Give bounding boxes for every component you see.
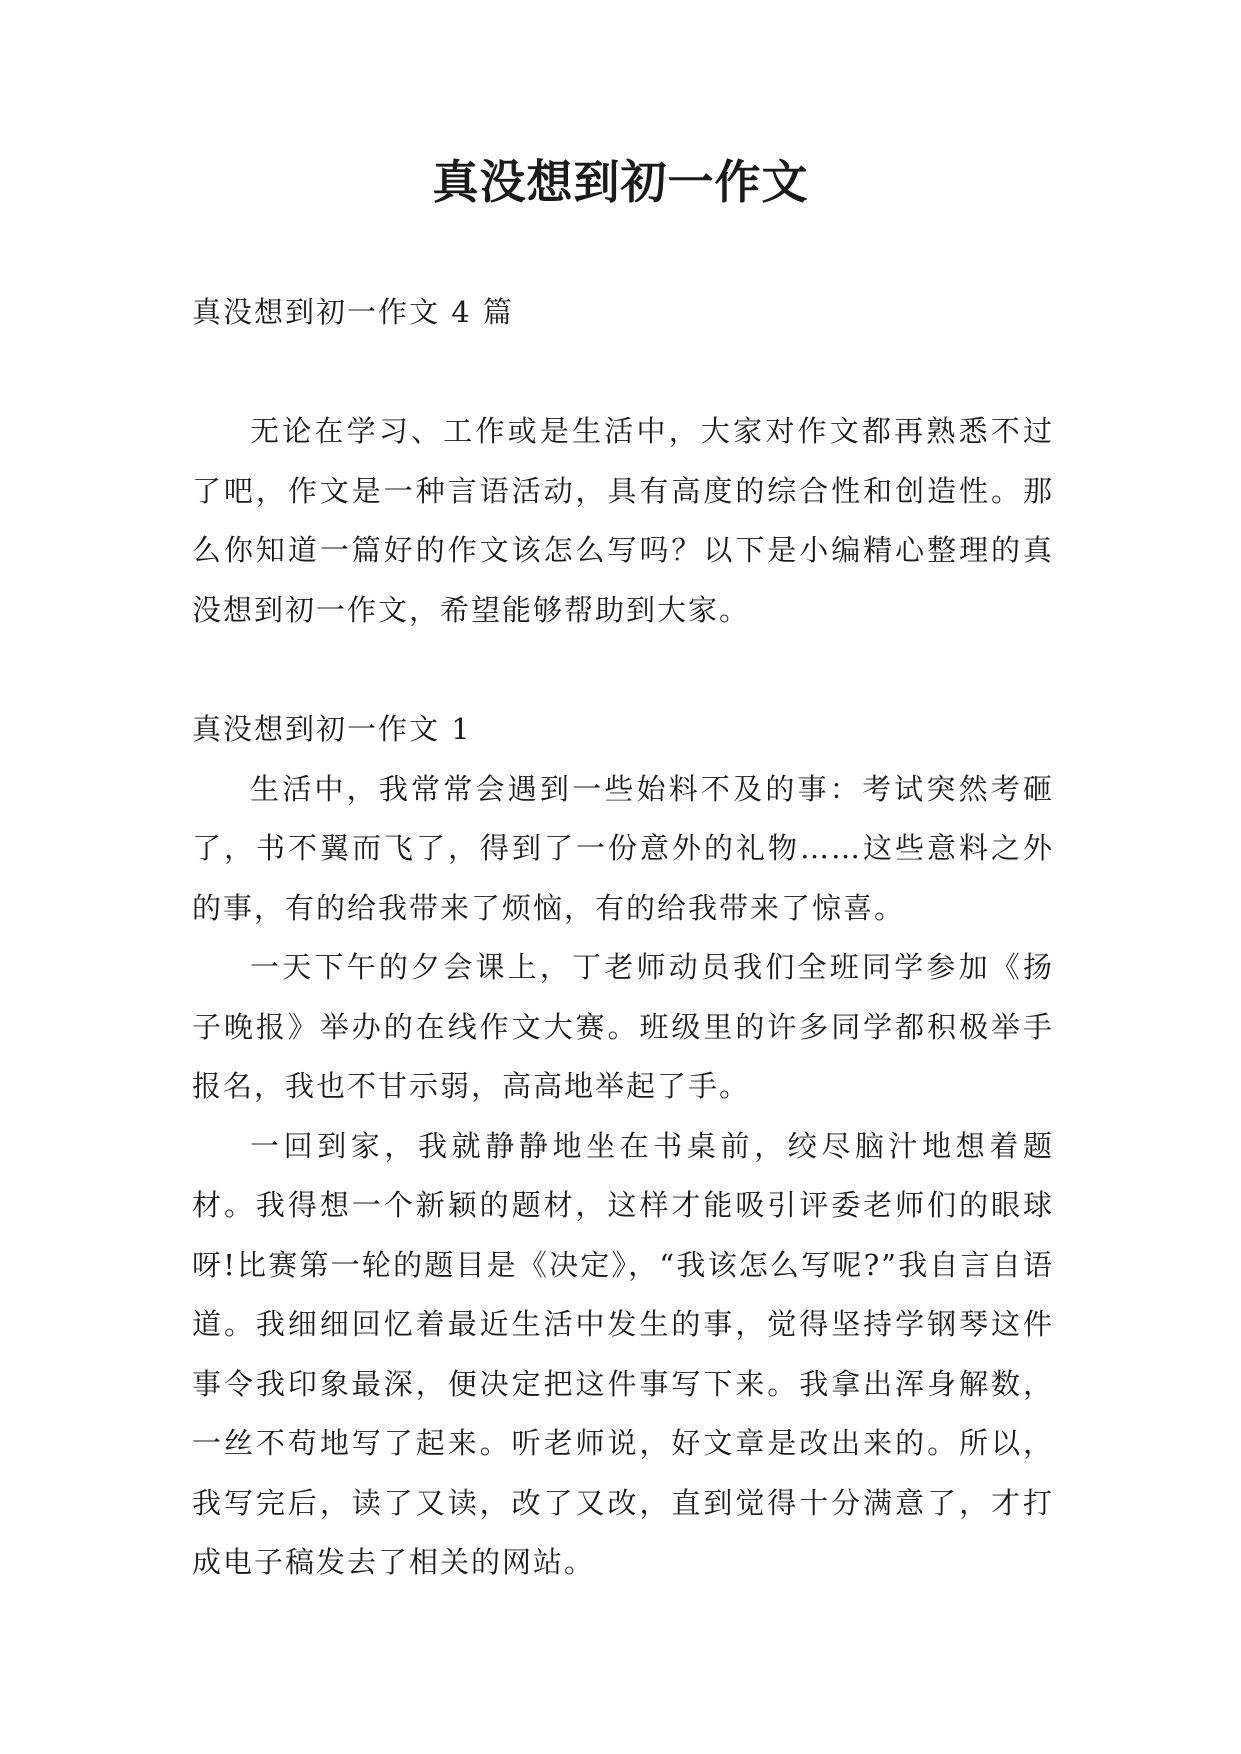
essay-paragraph: 一天下午的夕会课上，丁老师动员我们全班同学参加《扬子晚报》举办的在线作文大赛。班级里的许多同学都积极举手报名，我也不甘示弱，高高地举起了手。 bbox=[192, 950, 1054, 1103]
section-heading: 真没想到初一作文 1 bbox=[192, 712, 472, 746]
intro-paragraph: 无论在学习、工作或是生活中，大家对作文都再熟悉不过了吧，作文是一种言语活动，具有高度的综合性和创造性。那么你知道一篇好的作文该怎么写吗？以下是小编精心整理的真没想到初一作文，希望能够帮助到大家。 bbox=[192, 414, 1054, 627]
document-subtitle: 真没想到初一作文 4 篇 bbox=[192, 295, 514, 329]
intro-block bbox=[192, 402, 1054, 640]
essay-paragraph: 生活中，我常常会遇到一些始料不及的事：考试突然考砸了，书不翼而飞了，得到了一份意外的礼物……这些意料之外的事，有的给我带来了烦恼，有的给我带来了惊喜。 bbox=[192, 771, 1054, 925]
essay-paragraph: 一回到家，我就静静地坐在书桌前，绞尽脑汁地想着题材。我得想一个新颖的题材，这样才能吸引评委老师们的眼球呀!比赛第一轮的题目是《决定》，“我该怎么写呢?”我自言自语道。我细细回忆着最近生活中发生的事，觉得坚持学钢琴这件事令我印象最深，便决定把这件事写下来。我拿出浑身解数，一丝不苟地写了起来。听老师说，好文章是改出来的。所以，我写完后，读了又读，改了又改，直到觉得十分满意了，才打成电子稿发去了相关的网站。 bbox=[192, 1128, 1054, 1579]
essay-section-1 bbox=[192, 700, 1054, 1593]
document-title: 真没想到初一作文 bbox=[432, 155, 809, 209]
